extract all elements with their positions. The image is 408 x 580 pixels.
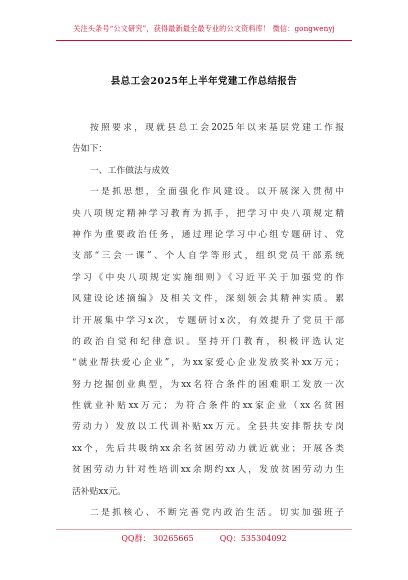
body-line: 学习《中央八项规定实施细则》《习近平关于加强党的作 <box>72 272 344 283</box>
body-line: 贫困劳动力针对性培训xx余期约xx人，发放贫困劳动力生 <box>72 465 344 476</box>
body-line: 一是抓思想，全面强化作风建设。以开展深入贯彻中 <box>90 187 344 198</box>
footer-divider <box>56 529 352 530</box>
header-banner: 关注头条号“公文研究”，获得最新最全最专业的公文资料库！ 微信：gongwenyj <box>73 24 335 33</box>
body-line: 活补贴xx元。 <box>72 486 126 497</box>
document-body <box>72 118 344 524</box>
body-line: 性就业补贴xx万元；为符合条件的xx家企业（xx名贫困 <box>72 401 344 412</box>
body-line: 按照要求，现就县总工会2025年以来基层党建工作报 <box>90 123 344 133</box>
header-divider <box>56 40 352 41</box>
body-line: 支部“三会一课”、个人自学等形式，组织党员干部系统 <box>72 251 344 262</box>
body-line: 风建设论述摘编》及相关文件，深刻领会其精神实质。累 <box>72 294 344 305</box>
document-title: 县总工会2025年上半年党建工作总结报告 <box>110 76 298 87</box>
footer-contact <box>0 533 408 544</box>
body-line: “就业帮扶爱心企业”，为xx家爱心企业发放奖补xx万元； <box>72 358 344 369</box>
footer-qq-group: QQ群： 30265665 <box>121 534 194 543</box>
footer-qq-number: QQ：535304092 <box>219 534 287 543</box>
body-line: 告如下： <box>72 144 108 155</box>
body-line: xx个，先后共吸纳xx余名贫困劳动力就近就业；开展各类 <box>72 443 344 454</box>
section-heading: 一、工作做法与成效 <box>90 165 170 176</box>
body-line: 计开展集中学习x次，专题研讨x次，有效提升了党员干部 <box>72 315 344 326</box>
body-line: 神作为重要政治任务，通过理论学习中心组专题研讨、党 <box>72 229 344 240</box>
body-line: 二是抓核心、不断完善党内政治生活。切实加强班子 <box>90 508 344 519</box>
body-line: 央八项规定精神学习教育为抓手，把学习中央八项规定精 <box>72 208 344 219</box>
body-line: 努力挖掘创业典型，为xx名符合条件的困难职工发放一次 <box>72 379 344 390</box>
body-line: 劳动力）发放以工代训补贴xx万元。全县共安排帮扶专岗 <box>72 422 344 433</box>
body-line: 的政治自觉和纪律意识。坚持开门教育，积极评选认定 <box>72 336 344 347</box>
